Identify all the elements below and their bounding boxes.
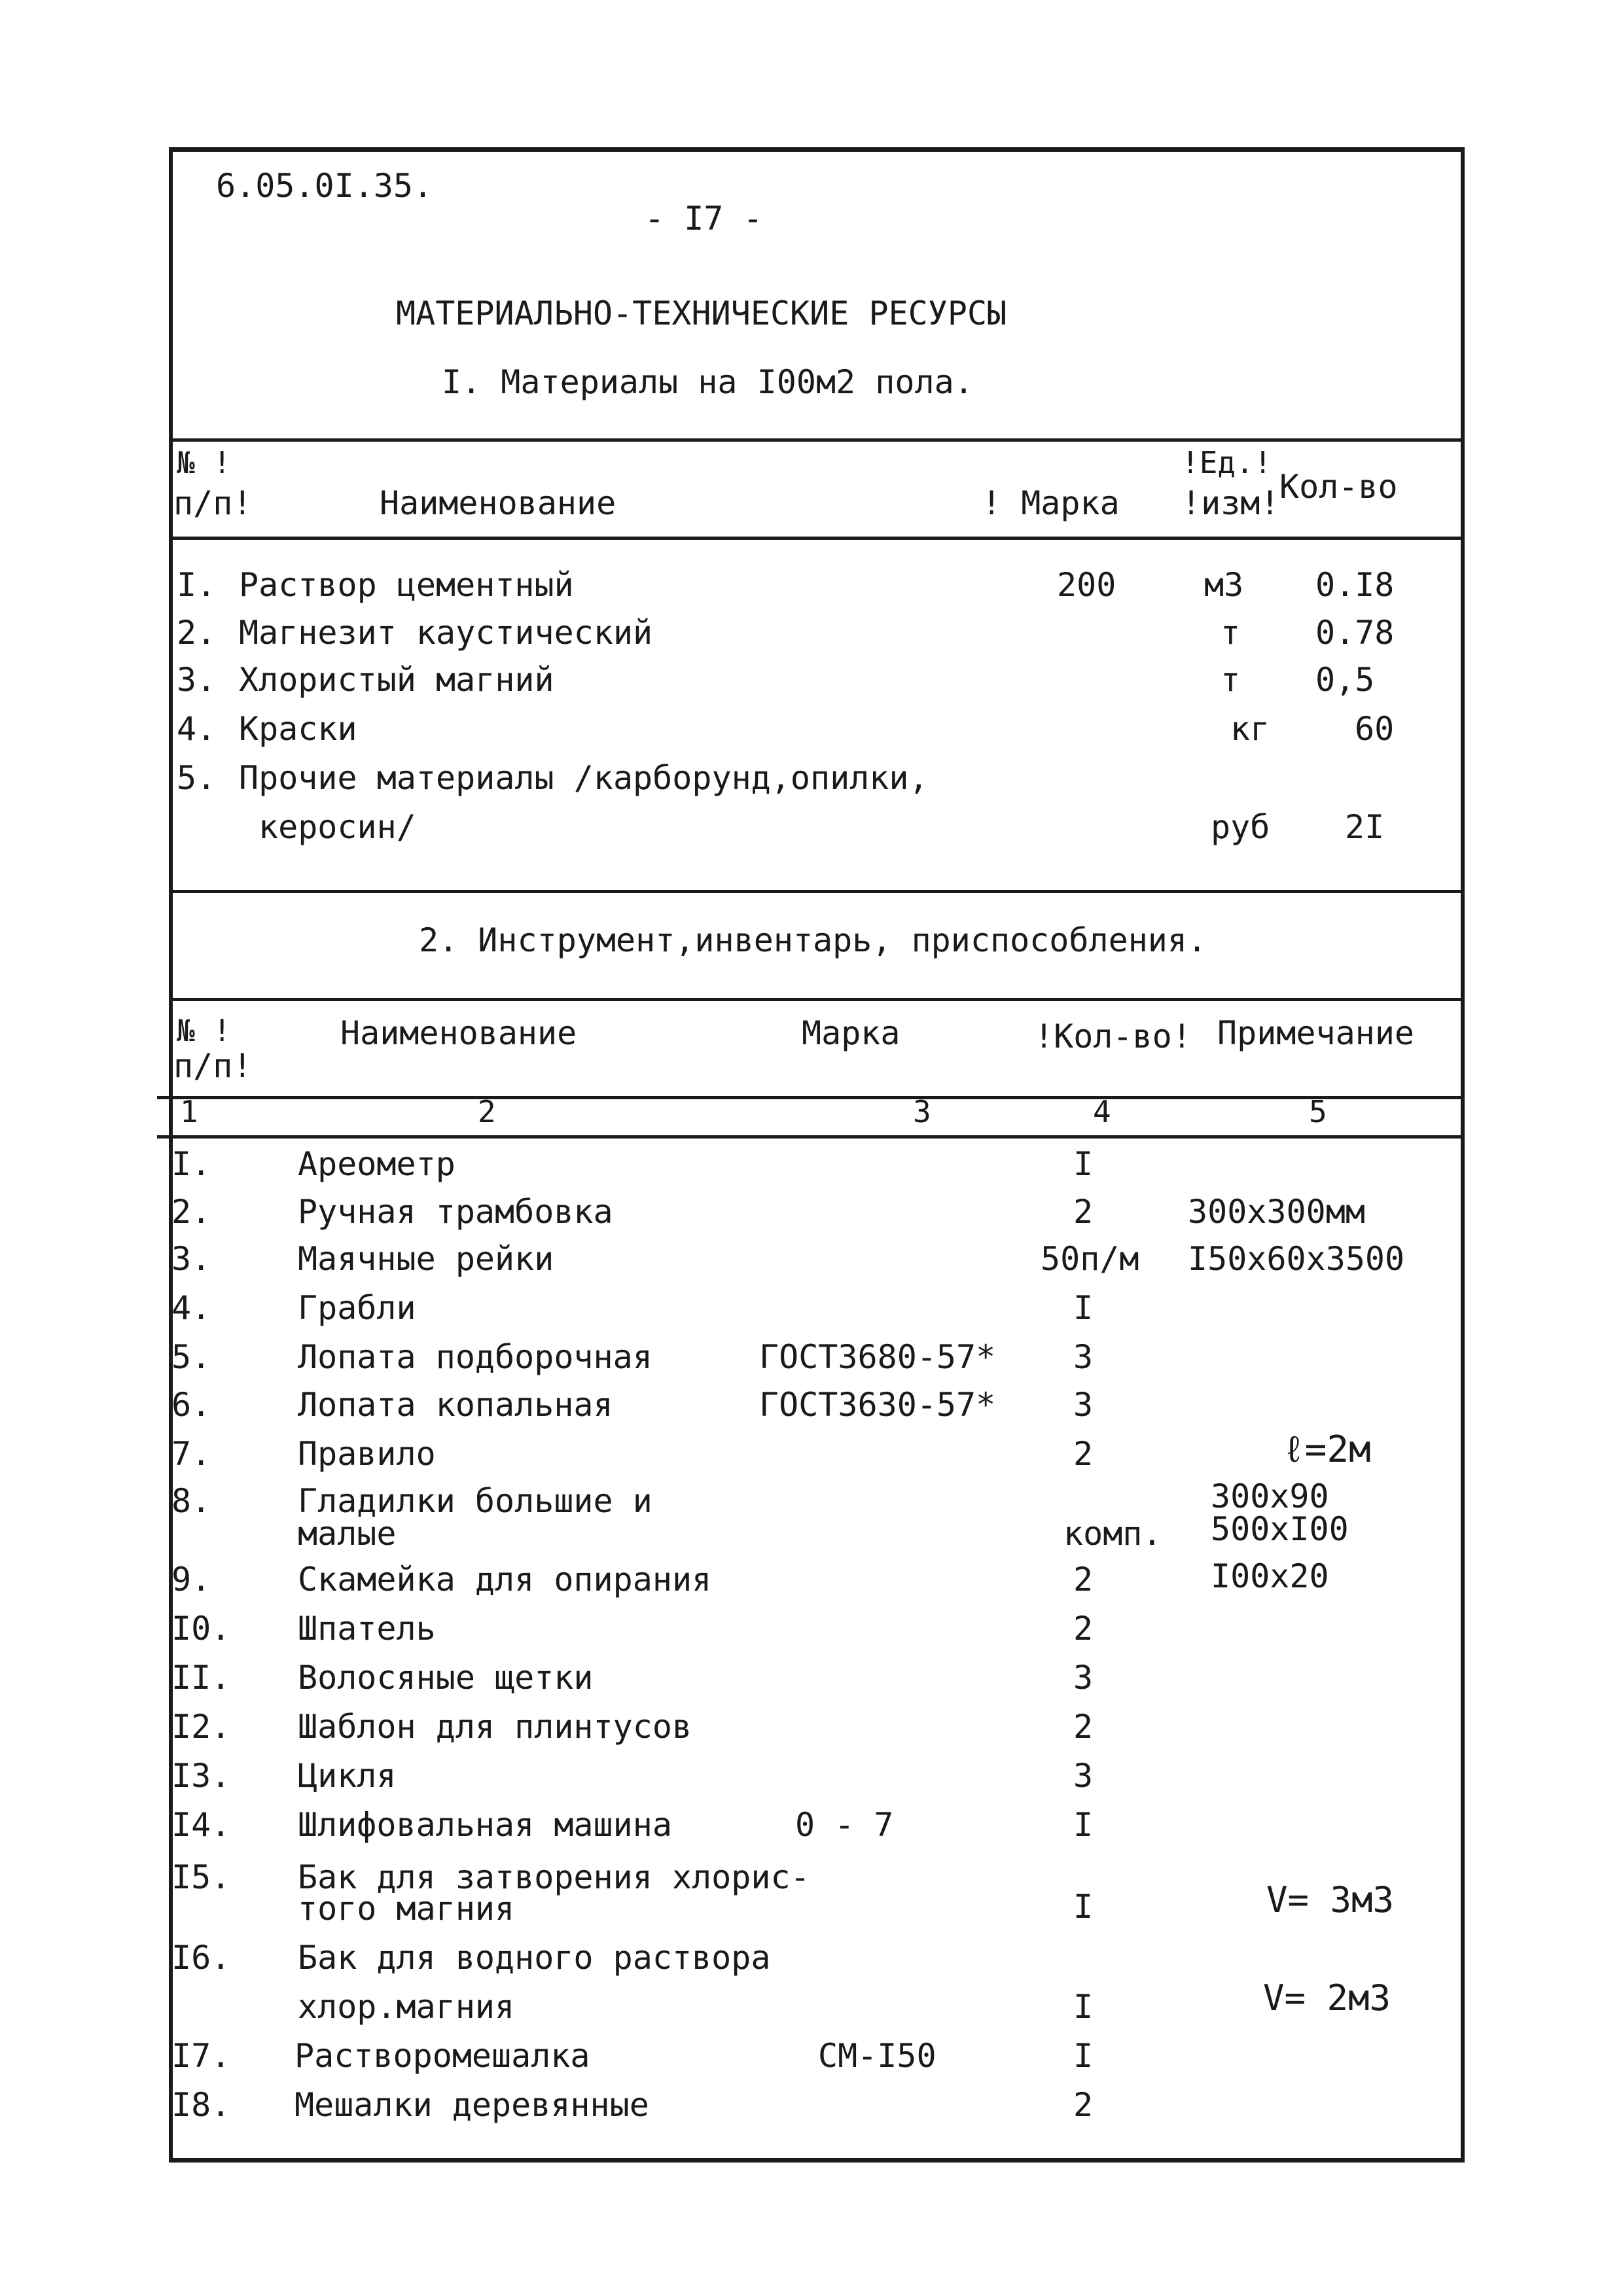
t2-row6-no: 6. [171, 1386, 211, 1424]
table1-header-unit: !изм! [1181, 484, 1280, 522]
t2-row6-mark: ГОСТ3630-57* [759, 1386, 996, 1424]
t2-row7-no: 7. [171, 1435, 211, 1473]
t2-row18-qty: 2 [1073, 2086, 1094, 2124]
t1-row4-qty: 60 [1355, 710, 1395, 748]
t2-row14-qty: I [1073, 1806, 1094, 1844]
t1-row3-unit: т [1221, 661, 1241, 699]
col-number-1: 1 [180, 1094, 198, 1129]
section1-heading: I. Материалы на I00м2 пола. [442, 363, 974, 401]
t2-row9-no: 9. [171, 1561, 211, 1598]
table1-header-rule [169, 537, 1465, 540]
t2-row2-name: Ручная трамбовка [298, 1193, 613, 1231]
t2-row15-note: V= 3м3 [1266, 1879, 1395, 1920]
table1-header-no-top: № ! [177, 445, 232, 480]
t2-row16-no: I6. [171, 1939, 231, 1977]
t2-row4-qty: I [1073, 1289, 1094, 1327]
t2-row1-name: Ареометр [298, 1145, 455, 1183]
t1-row4-name: Краски [239, 710, 357, 748]
t1-row6-qty: 2I [1345, 808, 1385, 846]
t2-row7-qty: 2 [1073, 1435, 1094, 1473]
table2-header-mark: Марка [802, 1014, 901, 1052]
t2-row13-no: I3. [171, 1757, 231, 1795]
t2-row8-note: 300x90 [1211, 1477, 1329, 1515]
t1-row3-qty: 0,5 [1315, 661, 1375, 699]
t2-row6-name: Лопата копальная [298, 1386, 613, 1424]
t2-row12-qty: 2 [1073, 1708, 1094, 1746]
t2-row2-note: 300x300мм [1188, 1193, 1365, 1231]
t2-row3-note: I50x60x3500 [1188, 1240, 1405, 1278]
t2-row3-no: 3. [171, 1240, 211, 1278]
page-number: - I7 - [645, 200, 763, 238]
table2-header-qty: !Кол-во! [1034, 1017, 1192, 1055]
table1-header-unit-top: !Ед.! [1181, 445, 1272, 480]
table1-bottom-rule [169, 890, 1465, 893]
table1-header-no: п/п! [173, 484, 253, 522]
t2-row15-qty: I [1073, 1888, 1094, 1926]
t1-row1-qty: 0.I8 [1315, 566, 1395, 604]
t2-row6-qty: 3 [1073, 1386, 1094, 1424]
t1-row2-no: 2. [177, 614, 217, 652]
t2-row16-qty: I [1073, 1988, 1094, 2026]
table2-header-no: п/п! [173, 1047, 253, 1085]
t2-row11-no: II. [171, 1659, 231, 1697]
t2-row11-name: Волосяные щетки [298, 1659, 594, 1697]
table2-header-rule [157, 1096, 1465, 1099]
t2-row13-qty: 3 [1073, 1757, 1094, 1795]
t2-row8-name: Гладилки большие и [298, 1482, 652, 1520]
t1-row3-name: Хлористый магний [239, 661, 554, 699]
t2-row17-mark: СМ-I50 [818, 2037, 936, 2075]
t2-row11-qty: 3 [1073, 1659, 1094, 1697]
t2-row9-note: I00x20 [1211, 1557, 1329, 1595]
t2-row1-qty: I [1073, 1145, 1094, 1183]
t2-row5-name: Лопата подборочная [298, 1338, 652, 1376]
t1-row2-qty: 0.78 [1315, 614, 1395, 652]
col-number-3: 3 [913, 1094, 931, 1129]
t2-row3-name: Маячные рейки [298, 1240, 554, 1278]
t1-row6-unit: руб [1211, 808, 1270, 846]
t2-row17-qty: I [1073, 2037, 1094, 2075]
t1-row1-name: Раствор цементный [239, 566, 574, 604]
t1-row5-no: 5. [177, 759, 217, 797]
t2-row7-name: Правило [298, 1435, 436, 1473]
col-number-5: 5 [1309, 1094, 1327, 1129]
t1-row5-name: Прочие материалы /карборунд,опилки, [239, 759, 929, 797]
t2-row18-name: Мешалки деревянные [294, 2086, 649, 2124]
col-number-4: 4 [1093, 1094, 1111, 1129]
t2-row5-no: 5. [171, 1338, 211, 1376]
t1-row3-no: 3. [177, 661, 217, 699]
col-number-2: 2 [478, 1094, 496, 1129]
t1-row2-unit: т [1221, 614, 1241, 652]
t2-row4-no: 4. [171, 1289, 211, 1327]
t1-row4-no: 4. [177, 710, 217, 748]
t2-row1-no: I. [171, 1145, 211, 1183]
t2-row13-name: Цикля [298, 1757, 397, 1795]
table2-top-rule [169, 998, 1465, 1001]
t2-row15-no: I5. [171, 1858, 231, 1896]
t2-row17-no: I7. [171, 2037, 231, 2075]
table1-header-mark: ! Марка [982, 484, 1120, 522]
t2-row16-name-cont: хлор.магния [298, 1988, 515, 2026]
t2-row14-name: Шлифовальная машина [298, 1806, 672, 1844]
t1-row1-unit: м3 [1204, 566, 1244, 604]
table2-header-name: Наименование [340, 1014, 577, 1052]
t2-row7-note: ℓ=2м [1283, 1428, 1371, 1471]
t2-row2-no: 2. [171, 1193, 211, 1231]
document-code: 6.05.0I.35. [216, 167, 433, 205]
t2-row16-name: Бак для водного раствора [298, 1939, 771, 1977]
t2-row8-name-cont: малые [298, 1515, 397, 1553]
t2-row12-name: Шаблон для плинтусов [298, 1708, 692, 1746]
t2-row4-name: Грабли [298, 1289, 416, 1327]
table2-colnum-rule [157, 1135, 1465, 1139]
table2-header-no-top: № ! [177, 1013, 232, 1048]
t2-row5-qty: 3 [1073, 1338, 1094, 1376]
t2-row8-no: 8. [171, 1482, 211, 1520]
t2-row16-note: V= 2м3 [1263, 1977, 1391, 2019]
t2-row15-name: Бак для затворения хлорис- [298, 1858, 810, 1896]
t2-row2-qty: 2 [1073, 1193, 1094, 1231]
table1-header-name: Наименование [380, 484, 616, 522]
t2-row12-no: I2. [171, 1708, 231, 1746]
t2-row14-no: I4. [171, 1806, 231, 1844]
t2-row5-mark: ГОСТ3680-57* [759, 1338, 996, 1376]
t2-row8-qty: комп. [1063, 1515, 1162, 1553]
table1-top-rule [169, 438, 1465, 442]
t2-row14-mark: 0 - 7 [795, 1806, 894, 1844]
t2-row9-qty: 2 [1073, 1561, 1094, 1598]
t2-row15-name-cont: того магния [298, 1890, 515, 1928]
t2-row10-name: Шпатель [298, 1610, 436, 1648]
t2-row9-name: Скамейка для опирания [298, 1561, 712, 1598]
t2-row8-note-cont: 500xI00 [1211, 1510, 1349, 1548]
t2-row18-no: I8. [171, 2086, 231, 2124]
t2-row10-qty: 2 [1073, 1610, 1094, 1648]
t1-row4-unit: кг [1230, 710, 1270, 748]
section2-heading: 2. Инструмент,инвентарь, приспособления. [419, 921, 1207, 959]
t1-row1-mark: 200 [1057, 566, 1116, 604]
table1-header-qty: Кол-во [1279, 468, 1398, 506]
t1-row1-no: I. [177, 566, 217, 604]
t2-row3-qty: 50п/м [1041, 1240, 1139, 1278]
t1-row2-name: Магнезит каустический [239, 614, 653, 652]
t2-row17-name: Растворомешалка [294, 2037, 590, 2075]
table2-header-note: Примечание [1217, 1014, 1415, 1052]
t2-row10-no: I0. [171, 1610, 231, 1648]
page-title: МАТЕРИАЛЬНО-ТЕХНИЧЕСКИЕ РЕСУРСЫ [396, 294, 1007, 332]
t1-row6-name: керосин/ [259, 808, 416, 846]
